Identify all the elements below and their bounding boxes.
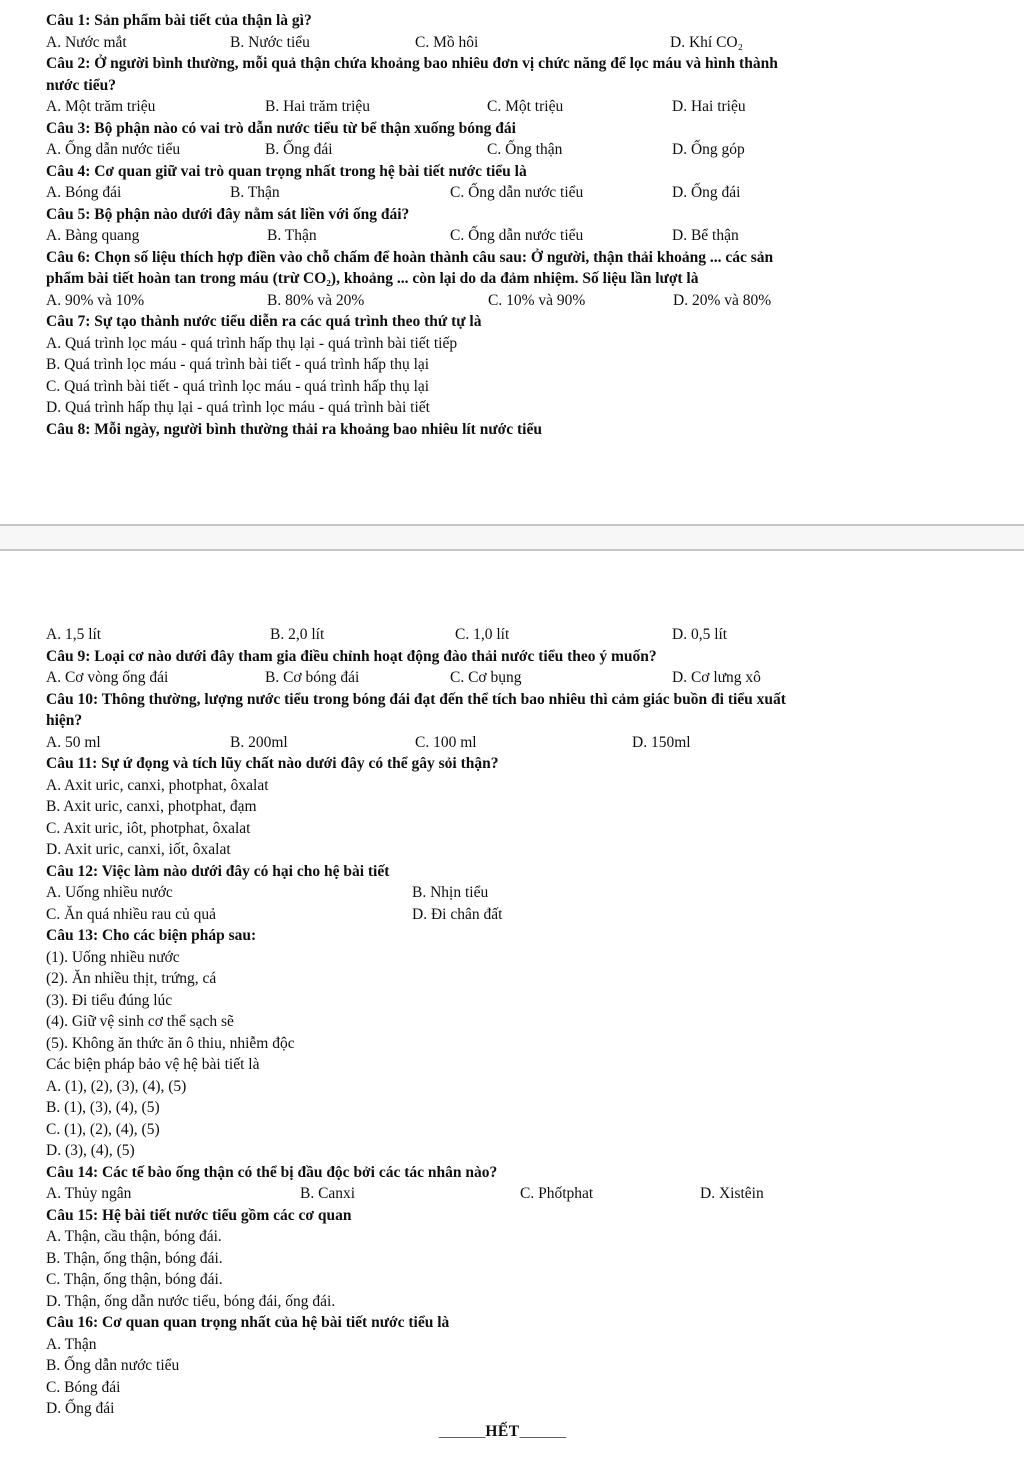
answer-option: B. Ống dẫn nước tiểu [46, 1357, 180, 1374]
answer-option: B. Thận [230, 184, 280, 201]
answer-option: A. 90% và 10% [46, 291, 145, 309]
answer-option-row [46, 667, 959, 689]
answer-option: A. Quá trình lọc máu - quá trình hấp thụ lại - quá trình bài tiết tiếp [46, 334, 458, 352]
answer-option: B. Ống đái [265, 141, 333, 158]
question-line: (2). Ăn nhiều thịt, trứng, cá [46, 970, 217, 987]
question-prompt: Câu 3: Bộ phận nào có vai trò dẫn nước tiểu từ bể thận xuống bóng đái [46, 119, 516, 137]
question-prompt: Câu 6: Chọn số liệu thích hợp điền vào chỗ chấm để hoàn thành câu sau: Ở người, thận thải khoảng ... các sản [46, 248, 774, 266]
answer-option: A. Thủy ngân [46, 1185, 132, 1202]
answer-option-row [46, 904, 959, 926]
answer-option: A. 50 ml [46, 733, 101, 751]
answer-option: B. Thận, ống thận, bóng đái. [46, 1249, 223, 1267]
answer-option: A. (1), (2), (3), (4), (5) [46, 1077, 187, 1095]
question-line: (1). Uống nhiều nước [46, 948, 180, 966]
answer-option: D. Đi chân đất [412, 905, 503, 923]
answer-option: B. Canxi [300, 1185, 356, 1202]
quiz-body [46, 10, 959, 1420]
answer-option: A. Cơ vòng ống đái [46, 669, 169, 686]
answer-option: D. (3), (4), (5) [46, 1142, 135, 1159]
question-line: (5). Không ăn thức ăn ô thiu, nhiễm độc [46, 1034, 295, 1052]
answer-option: B. Nước tiểu [230, 33, 310, 51]
answer-option: C. Ống thận [487, 141, 563, 158]
answer-option: A. Uống nhiều nước [46, 884, 173, 901]
answer-option: A. Bóng đái [46, 184, 122, 201]
answer-option-row [46, 1183, 959, 1205]
answer-option: D. Cơ lưng xô [672, 669, 761, 686]
document-footer [46, 1421, 959, 1443]
answer-option: C. Cơ bụng [450, 669, 522, 686]
page-break-divider [0, 524, 1024, 551]
answer-option-row [46, 139, 959, 161]
question-prompt: Câu 16: Cơ quan quan trọng nhất của hệ bài tiết nước tiểu là [46, 1314, 450, 1331]
answer-option: D. Bể thận [672, 227, 739, 244]
answer-option: D. 20% và 80% [673, 291, 772, 309]
answer-option: C. Ăn quá nhiều rau củ quả [46, 905, 217, 923]
answer-option: C. Thận, ống thận, bóng đái. [46, 1271, 223, 1288]
answer-option: B. Quá trình lọc máu - quá trình bài tiết - quá trình hấp thụ lại [46, 356, 430, 373]
footer-underscore-right: ______ [519, 1422, 567, 1440]
answer-option: A. Thận, cầu thận, bóng đái. [46, 1228, 222, 1245]
answer-option: C. Một triệu [487, 98, 564, 115]
question-prompt: Câu 14: Các tế bào ống thận có thể bị đầu độc bởi các tác nhân nào? [46, 1163, 498, 1181]
answer-option: C. Axit uric, iôt, photphat, ôxalat [46, 819, 251, 837]
answer-option-row [46, 624, 959, 646]
answer-option-row [46, 182, 959, 204]
answer-option: D. 0,5 lít [672, 626, 728, 643]
answer-option: C. 10% và 90% [488, 291, 586, 309]
answer-option: A. Bàng quang [46, 227, 140, 244]
answer-option: B. 200ml [230, 733, 288, 751]
answer-option: A. Một trăm triệu [46, 98, 156, 115]
answer-option: B. Cơ bóng đái [265, 669, 360, 686]
answer-option: A. 1,5 lít [46, 626, 102, 643]
answer-option: B. Hai trăm triệu [265, 98, 371, 115]
answer-option: D. Ống đái [672, 184, 741, 201]
answer-option: D. Ống đái [46, 1400, 115, 1417]
answer-option: A. Nước mắt [46, 33, 127, 51]
answer-option-row [46, 732, 959, 754]
answer-option: C. Ống dẫn nước tiểu [450, 184, 584, 201]
answer-option: D. 150ml [632, 733, 691, 751]
answer-option: D. Khí CO₂ [670, 33, 744, 51]
answer-option: A. Axit uric, canxi, photphat, ôxalat [46, 776, 269, 794]
question-prompt: phẩm bài tiết hoàn tan trong máu (trừ CO₂), khoảng ... còn lại do da đảm nhiệm. Số liệu lần lượt là [46, 270, 699, 287]
question-prompt: Câu 4: Cơ quan giữ vai trò quan trọng nhất trong hệ bài tiết nước tiểu là [46, 162, 527, 180]
footer-het-label: HẾT [485, 1422, 520, 1440]
question-line: (3). Đi tiểu đúng lúc [46, 991, 173, 1009]
question-prompt: Câu 9: Loại cơ nào dưới đây tham gia điều chỉnh hoạt động đào thải nước tiểu theo ý muốn? [46, 647, 657, 665]
answer-option: C. 100 ml [415, 733, 477, 751]
question-prompt: Câu 7: Sự tạo thành nước tiểu diễn ra các quá trình theo thứ tự là [46, 313, 482, 330]
question-prompt: Câu 1: Sản phẩm bài tiết của thận là gì? [46, 12, 312, 29]
answer-option: C. 1,0 lít [455, 626, 510, 643]
answer-option: B. Thận [267, 227, 317, 244]
question-prompt: Câu 5: Bộ phận nào dưới đây nằm sát liền với ống đái? [46, 205, 410, 223]
question-prompt: hiện? [46, 712, 83, 729]
question-prompt: Câu 13: Cho các biện pháp sau: [46, 927, 257, 944]
answer-option: D. Ống góp [672, 141, 745, 158]
answer-option-row [46, 225, 959, 247]
answer-option-row [46, 32, 959, 54]
question-line: (4). Giữ vệ sinh cơ thể sạch sẽ [46, 1013, 234, 1030]
answer-option: B. 2,0 lít [270, 626, 325, 643]
question-prompt: Câu 8: Mỗi ngày, người bình thường thải ra khoảng bao nhiêu lít nước tiểu [46, 420, 542, 438]
answer-option: C. (1), (2), (4), (5) [46, 1120, 160, 1138]
question-prompt: Câu 12: Việc làm nào dưới đây có hại cho hệ bài tiết [46, 862, 390, 880]
answer-option: C. Phốtphat [520, 1185, 594, 1202]
question-line: Các biện pháp bảo vệ hệ bài tiết là [46, 1056, 260, 1073]
answer-option: D. Quá trình hấp thụ lại - quá trình lọc máu - quá trình bài tiết [46, 399, 430, 416]
answer-option: C. Bóng đái [46, 1378, 121, 1396]
answer-option: B. (1), (3), (4), (5) [46, 1099, 160, 1116]
answer-option: C. Mồ hôi [415, 33, 479, 51]
question-prompt: Câu 11: Sự ứ đọng và tích lũy chất nào dưới đây có thể gây sỏi thận? [46, 755, 499, 772]
answer-option: D. Thận, ống dẫn nước tiểu, bóng đái, ống đái. [46, 1292, 336, 1310]
answer-option: B. 80% và 20% [267, 291, 365, 309]
question-prompt: nước tiểu? [46, 76, 116, 94]
answer-option: C. Ống dẫn nước tiểu [450, 227, 584, 244]
answer-option: B. Nhịn tiểu [412, 884, 489, 901]
footer-underscore-left: ______ [438, 1422, 486, 1440]
answer-option-row [46, 290, 959, 312]
answer-option-row [46, 96, 959, 118]
answer-option: D. Axit uric, canxi, iốt, ôxalat [46, 841, 231, 858]
answer-option: C. Quá trình bài tiết - quá trình lọc máu - quá trình hấp thụ lại [46, 377, 430, 395]
answer-option-row [46, 882, 959, 904]
question-prompt: Câu 10: Thông thường, lượng nước tiểu trong bóng đái đạt đến thể tích bao nhiêu thì cảm giác buồn đi tiểu xuất [46, 690, 786, 708]
answer-option: D. Hai triệu [672, 98, 746, 115]
question-prompt: Câu 2: Ở người bình thường, mỗi quả thận chứa khoảng bao nhiêu đơn vị chức năng để lọc máu và hình thành [46, 55, 778, 72]
answer-option: A. Thận [46, 1335, 97, 1353]
answer-option: B. Axit uric, canxi, photphat, đạm [46, 798, 257, 815]
answer-option: D. Xistêin [700, 1185, 764, 1202]
question-prompt: Câu 15: Hệ bài tiết nước tiểu gồm các cơ quan [46, 1206, 352, 1224]
answer-option: A. Ống dẫn nước tiểu [46, 141, 181, 158]
